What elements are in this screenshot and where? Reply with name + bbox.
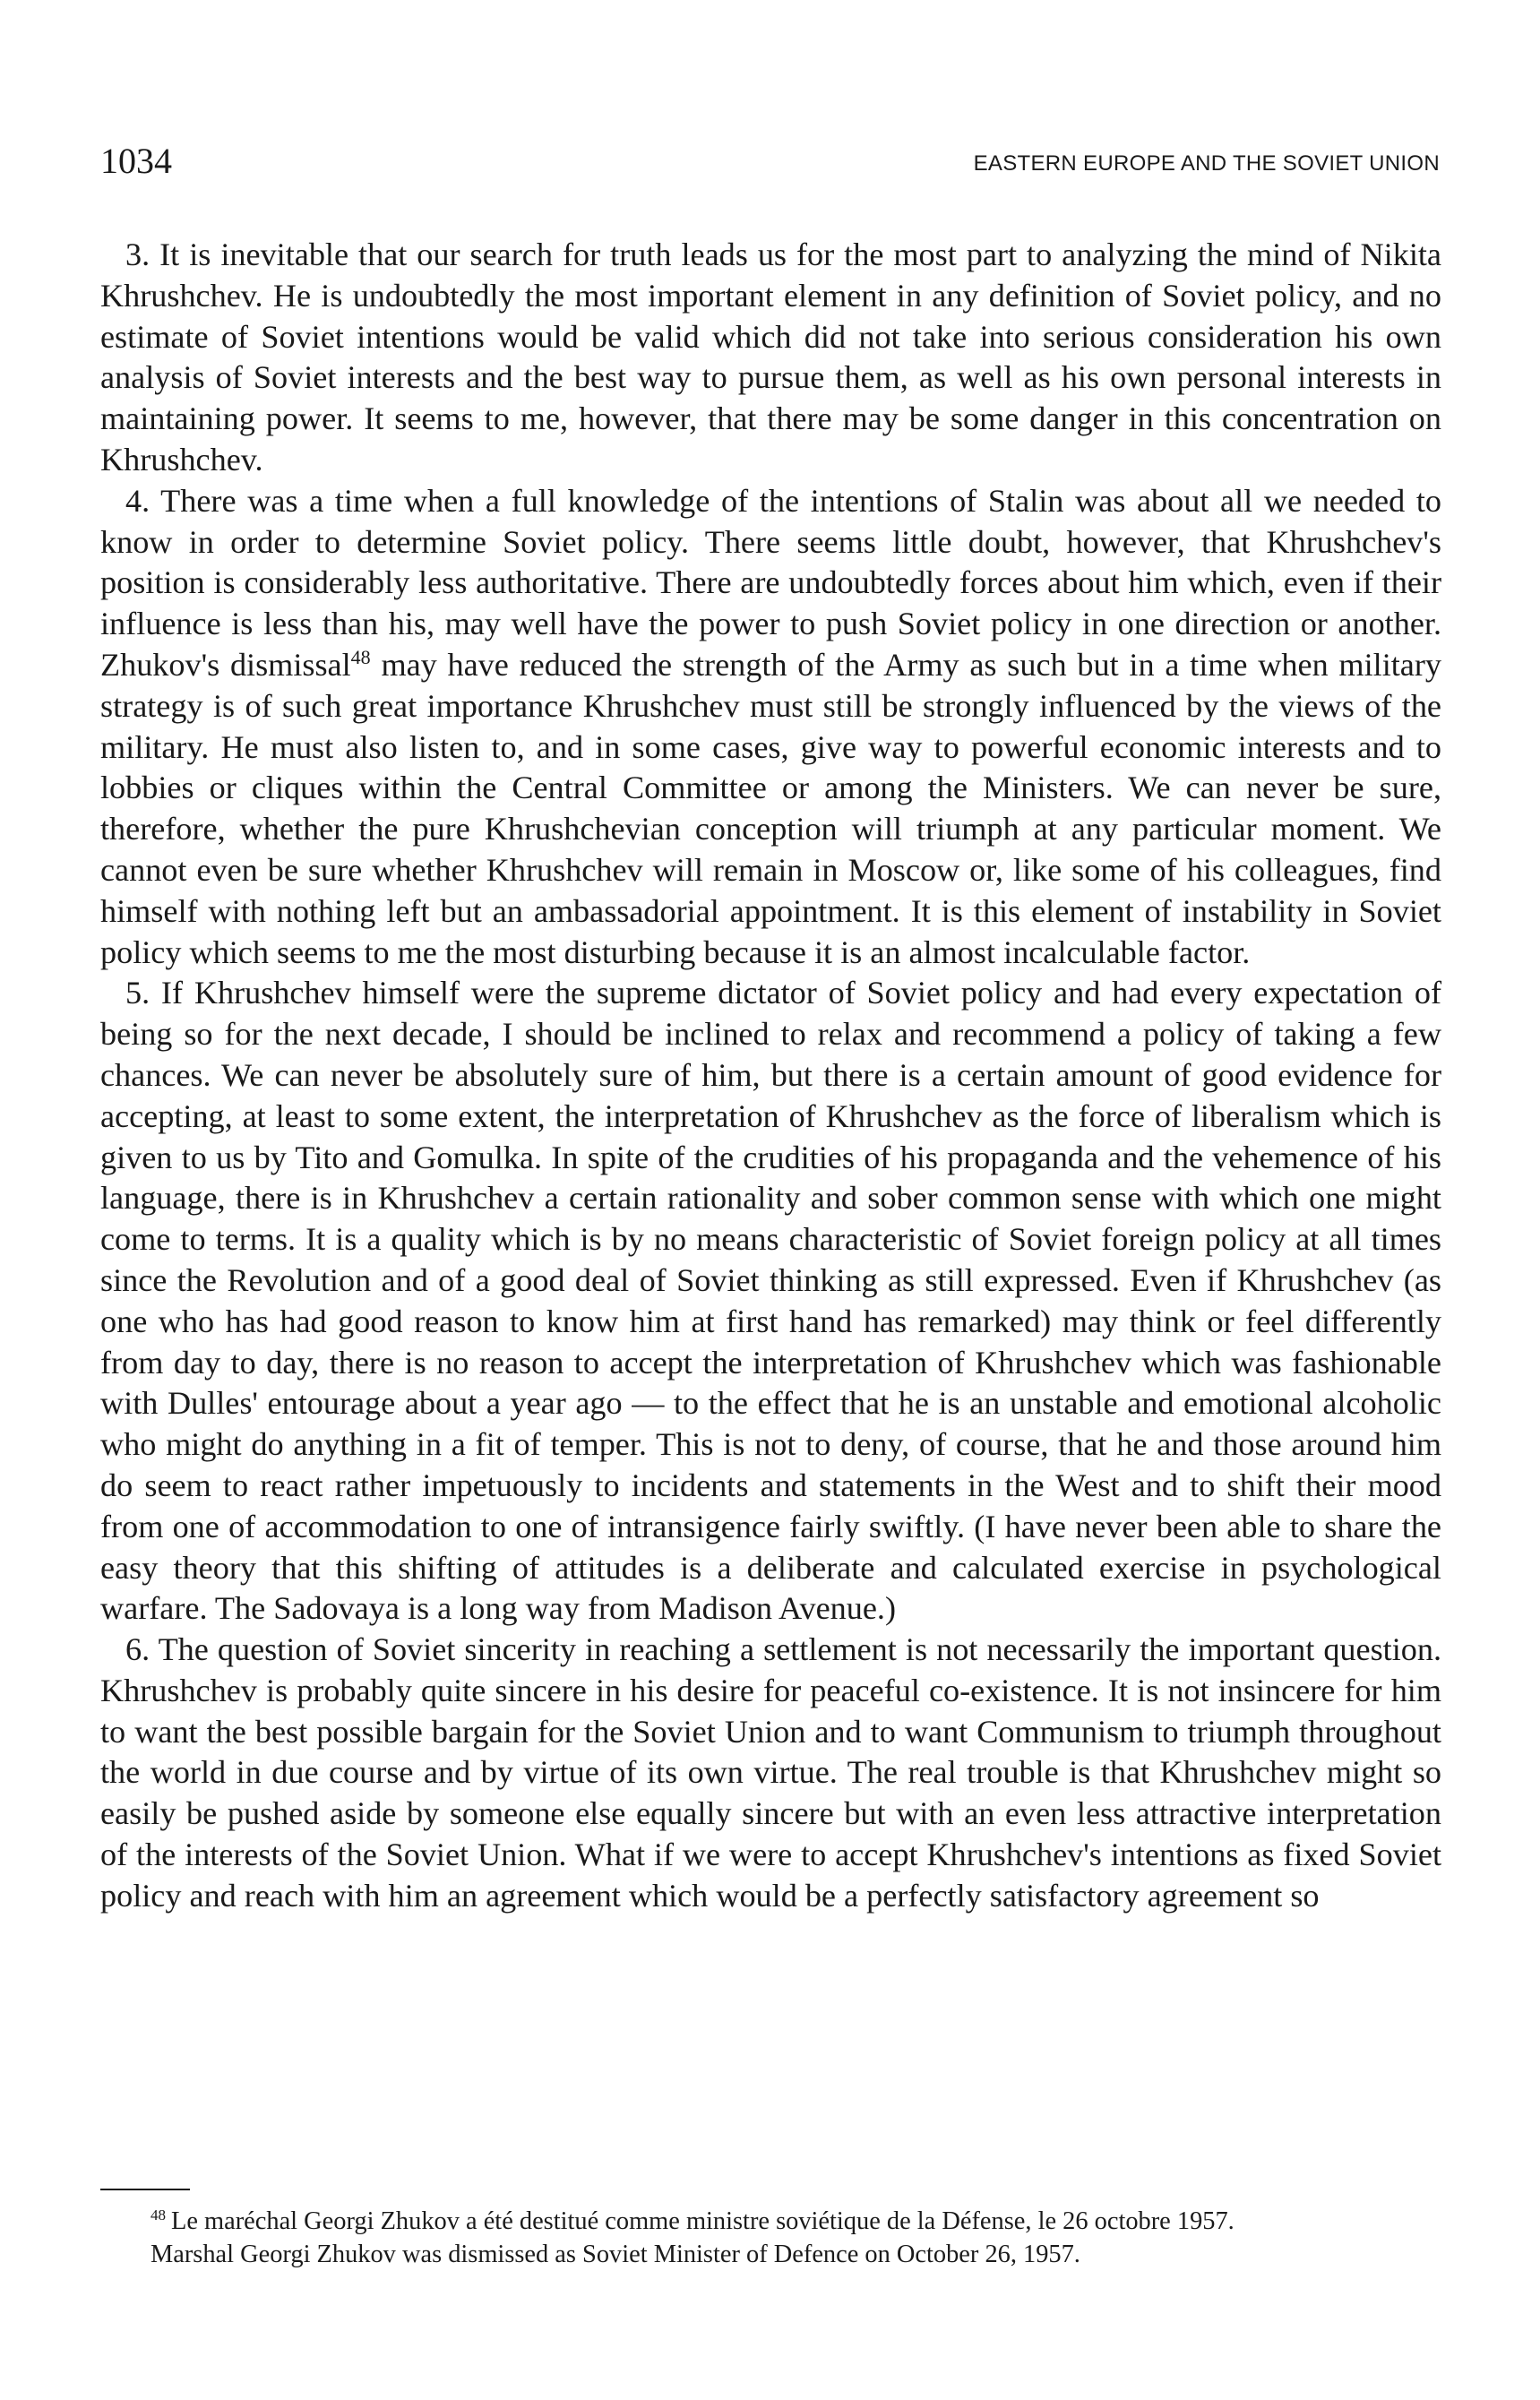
paragraph-3: 3. It is inevitable that our search for truth leads us for the most part to analyzing the mind of Nikita Khrushchev. He is undoubtedly the most important element in any definition of Soviet policy, and no estimate of Soviet intentions would be valid which did not take into serious consideration his own analysis of Soviet interests and the best way to pursue them, as well as his own personal interests in maintaining power. It seems to me, however, that there may be some danger in this concentration on Khrushchev. xyxy=(100,237,1441,477)
paragraph-4 xyxy=(100,481,1441,974)
footnote-text-english: Marshal Georgi Zhukov was dismissed as Soviet Minister of Defence on October 26, 1957. xyxy=(151,2241,1080,2268)
paragraph-4-text-before-ref: 4. There was a time when a full knowledge of the intentions of Stalin was about all we needed to know in order to determine Soviet policy. There seems little doubt, however, that Khrushchev's position is considerably less authoritative. There are undoubtedly forces about him which, even if their influence is less than his, may well have the power to push Soviet policy in one direction or another. Zhukov's dismissal xyxy=(100,482,1441,683)
footnotes xyxy=(100,2205,1441,2271)
footnote-48-french xyxy=(100,2205,1441,2238)
page-header xyxy=(100,134,1440,188)
footnote-separator xyxy=(100,2189,190,2190)
footnote-number: 48 xyxy=(151,2206,166,2224)
paragraph-4-text-after-ref: may have reduced the strength of the Army as such but in a time when military strategy is of such great importance Khrushchev must still be strongly influenced by the views of the military. He must also listen to, and in some cases, give way to powerful economic interests and to lobbies or cliques within the Central Committee or among the Ministers. We can never be sure, therefore, whether the pure Khrushchevian conception will triumph at any particular moment. We cannot even be sure whether Khrushchev will remain in Moscow or, like some of his colleagues, find himself with nothing left but an ambassadorial appointment. It is this element of instability in Soviet policy which seems to me the most disturbing because it is an almost incalculable factor. xyxy=(100,646,1442,970)
footnote-reference-48[interactable]: 48 xyxy=(350,645,371,668)
paragraph-6: 6. The question of Soviet sincerity in reaching a settlement is not necessarily the important question. Khrushchev is probably quite sincere in his desire for peaceful co-existence. It is not insincere for him to want the best possible bargain for the Soviet Union and to want Communism to triumph throughout the world in due course and by virtue of its own virtue. The real trouble is that Khrushchev might so easily be pushed aside by someone else equally sincere but with an even less attractive interpretation of the interests of the Soviet Union. What if we were to accept Khrushchev's intentions as fixed Soviet policy and reach with him an agreement which would be a perfectly satisfactory agreement so xyxy=(100,1631,1441,1914)
footnote-text-french: Le maréchal Georgi Zhukov a été destitué comme ministre soviétique de la Défense, le 26 octobre 1957. xyxy=(171,2207,1235,2235)
running-head: EASTERN EUROPE AND THE SOVIET UNION xyxy=(973,151,1440,176)
body-text xyxy=(100,235,1441,1917)
page-number: 1034 xyxy=(100,141,172,181)
footnote-48-english xyxy=(100,2238,1441,2271)
paragraph-5: 5. If Khrushchev himself were the supreme dictator of Soviet policy and had every expectation of being so for the next decade, I should be inclined to relax and recommend a policy of taking a few chances. We can never be absolutely sure of him, but there is a certain amount of good evidence for accepting, at least to some extent, the interpretation of Khrushchev as the force of liberalism which is given to us by Tito and Gomulka. In spite of the crudities of his propaganda and the vehemence of his language, there is in Khrushchev a certain rationality and sober common sense with which one might come to terms. It is a quality which is by no means characteristic of Soviet foreign policy at all times since the Revolution and of a good deal of Soviet thinking as still expressed. Even if Khrushchev (as one who has had good reason to know him at first hand has remarked) may think or feel differently from day to day, there is no reason to accept the interpretation of Khrushchev which was fashionable with Dulles' entourage about a year ago — to the effect that he is an unstable and emotional alcoholic who might do anything in a fit of temper. This is not to deny, of course, that he and those around him do seem to react rather impetuously to incidents and statements in the West and to shift their mood from one of accommodation to one of intransigence fairly swiftly. (I have never been able to share the easy theory that this shifting of attitudes is a deliberate and calculated exercise in psychological warfare. The Sadovaya is a long way from Madison Avenue.) xyxy=(100,975,1441,1627)
